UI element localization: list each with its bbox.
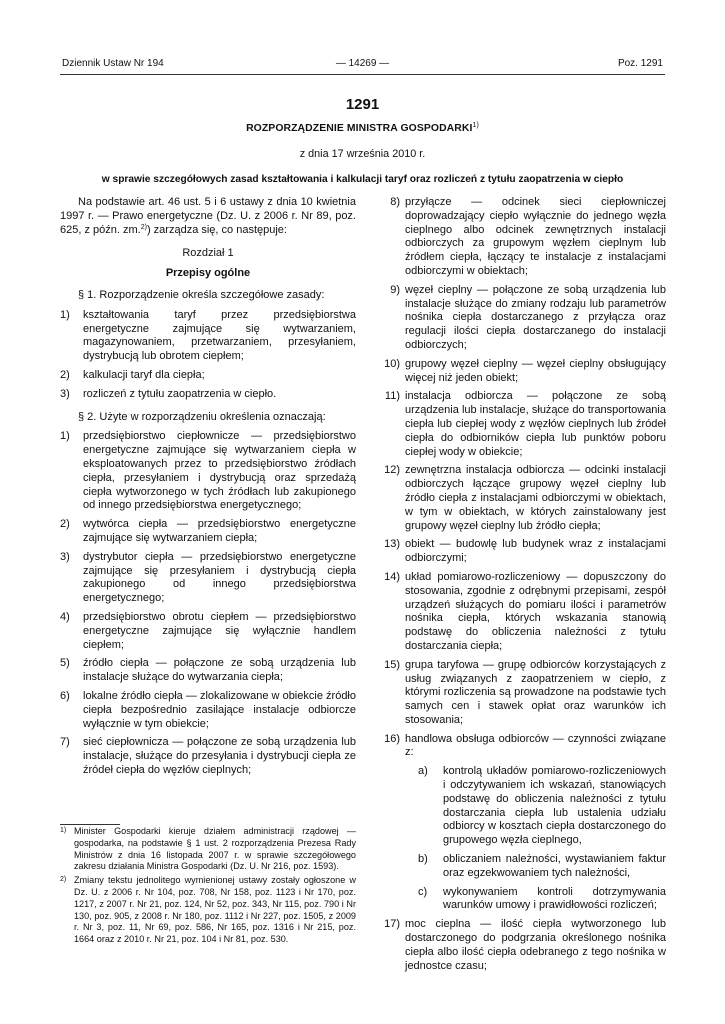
page-number: — 14269 — [335, 58, 390, 69]
item-number: 6) [60, 689, 70, 702]
item-text: obliczaniem należności, wystawianiem faktur oraz egzekwowaniem tych należności, [443, 853, 666, 879]
item-text: moc cieplna — ilość ciepła wytworzonego lub dostarczonego do podgrzania określonego nośnika ciepła albo ilość ciepła odebranego z tego nośnika w jednostce czasu; [405, 918, 666, 972]
item-text: przyłącze — odcinek sieci ciepłowniczej doprowadzający ciepło wyłącznie do jednego węzła cieplnego albo odcinek zewnętrznych instalacji odbiorczych za grupowym węzłem cieplnym lub źródłem ciepła, łączący te instalacje z instalacjami odbiorczymi w obiektach; [405, 196, 666, 277]
list-item [60, 611, 356, 652]
footnote-mark: 1) [60, 827, 67, 834]
list-item [370, 390, 666, 459]
list-item [60, 736, 356, 777]
item-text: grupa taryfowa — grupę odbiorców korzystających z usług związanych z zaopatrzeniem w ciepło, z którymi rozliczenia są prowadzone na podstawie tych samych cen i stawek opłat oraz warunków ich stosowania; [405, 658, 666, 726]
item-text: wytwórca ciepła — przedsiębiorstwo energetyczne zajmujące się wytwarzaniem ciepła; [83, 518, 356, 544]
list-item [370, 733, 666, 761]
section-2-intro: § 2. Użyte w rozporządzeniu określenia oznaczają: [78, 410, 326, 423]
item-text: lokalne źródło ciepła — zlokalizowane w obiekcie źródło ciepła bezpośrednio zasilające instalacje odbiorcze wyłącznie w tym obiekcie; [83, 689, 356, 730]
item-number: 15) [384, 658, 400, 671]
list-item [60, 388, 356, 402]
position-number: Poz. 1291 [617, 58, 663, 69]
act-title: ROZPORZĄDZENIE MINISTRA GOSPODARKI$^{1)}$ [246, 122, 479, 134]
item-text: przedsiębiorstwo obrotu ciepłem — przedsiębiorstwo energetyczne zajmujące się wyłącznie handlem ciepłem; [83, 610, 356, 651]
item-number: 3) [60, 387, 70, 400]
list-item [418, 765, 666, 848]
list-item [370, 464, 666, 533]
item-number: b) [418, 853, 428, 866]
list-item [60, 309, 356, 364]
list-item [370, 284, 666, 353]
list-item [370, 659, 666, 728]
footnote-divider [60, 824, 120, 825]
item-number: 5) [60, 657, 70, 670]
item-number: a) [418, 765, 428, 778]
item-number: 11) [384, 390, 400, 403]
left-column [60, 196, 356, 783]
section-1-intro: § 1. Rozporządzenie określa szczegółowe zasady: [78, 288, 325, 301]
item-text: kształtowania taryf przez przedsiębiorstwa energetyczne zajmujące się wytwarzaniem, magazynowaniem, przetwarzaniem, przesyłaniem, dystrybucją lub obrotem ciepłem; [83, 308, 356, 363]
footnote-mark: 2) [60, 876, 67, 884]
item-number: 1) [60, 308, 70, 321]
item-number: c) [418, 885, 428, 898]
item-text: instalacja odbiorcza — połączone ze sobą urządzenia lub instalacje, służące do transportowania ciepła lub ciepłej wody z węzłów cieplnych lub źródeł ciepła do odbiorników ciepła lub punktów poboru ciepłej wody w obiekcie; [405, 390, 666, 458]
list-item [60, 690, 356, 731]
item-text: grupowy węzeł cieplny — węzeł cieplny obsługujący więcej niż jeden obiekt; [405, 357, 666, 384]
item-text: węzeł cieplny — połączone ze sobą urządzenia lub instalacje służące do zmiany rodzaju lub parametrów nośnika ciepła dostarczanego z przyłącza oraz regulacji ilości ciepła dostarczanego do instalacji odbiorczych; [405, 283, 666, 351]
list-item [370, 358, 666, 386]
item-number: 8) [390, 196, 400, 208]
item-text: rozliczeń z tytułu zaopatrzenia w ciepło. [83, 387, 277, 400]
footnote-ref-1[interactable]: 1) [472, 122, 479, 129]
journal-name: Dziennik Ustaw Nr 194 [62, 58, 164, 69]
section-2-list-right [370, 196, 666, 765]
item-text: kontrolą układów pomiarowo-rozliczeniowych i odczytywaniem ich wskazań, stanowiących podstawę do obliczenia należności z tytułu dostarczania ciepła lub ustalenia udziału odbiorcy w kosztach ciepła dostarczonego do grupowego węzła cieplnego, [443, 765, 666, 847]
item-number: 17) [384, 918, 400, 931]
act-date: z dnia 17 września 2010 r. [299, 148, 426, 160]
item-text: dystrybutor ciepła — przedsiębiorstwo energetyczne zajmujące się przesyłaniem i dystrybucją ciepła zakupionego od innego przedsiębiorstwa energetycznego; [83, 550, 356, 605]
footnotes [60, 826, 356, 948]
item-text: kalkulacji taryf dla ciepła; [83, 368, 205, 381]
item-number: 7) [60, 736, 70, 749]
list-item [370, 196, 666, 279]
footnote-text: Minister Gospodarki kieruje działem administracji rządowej — gospodarka, na podstawie § 1 ust. 2 rozporządzenia Prezesa Rady Ministrów z dnia 16 listopada 2007 r. w sprawie szczegółowego zakresu działania Ministra Gospodarki (Dz. U. Nr 216, poz. 1593). [74, 826, 356, 872]
list-item [370, 918, 666, 973]
footnote-text: Zmiany tekstu jednolitego wymienionej ustawy zostały ogłoszone w Dz. U. z 2006 r. Nr 104, poz. 708, Nr 158, poz. 1123 i Nr 170, poz. 1217, z 2007 r. Nr 21, poz. 124, Nr 52, poz. 343, Nr 115, poz. 790 i Nr 130, poz. 905, z 2008 r. Nr 180, poz. 1112 i Nr 227, poz. 1505, z 2009 r. Nr 3, poz. 11, Nr 69, poz. 586, Nr 165, poz. 1316 i Nr 215, poz. 1664 oraz z 2010 r. Nr 21, poz. 104 i Nr 81, poz. 530. [74, 875, 356, 945]
item-number: 16) [384, 732, 400, 745]
list-item [370, 571, 666, 654]
item-number: 14) [384, 570, 400, 583]
section-1-list [60, 309, 356, 407]
list-item [418, 886, 666, 914]
item-number: 13) [384, 538, 400, 551]
item-text: zewnętrzna instalacja odbiorcza — odcinki instalacji odbiorczych łączące grupowy węzeł cieplny lub źródło ciepła z instalacjami odbiorczymi w obiektach, w tym w obiektach, w których zainstalowany jest grupowy węzeł cieplny lub źródło ciepła; [405, 464, 666, 532]
chapter-title: Przepisy ogólne [165, 267, 251, 280]
right-column [370, 196, 666, 973]
item-number: 9) [390, 283, 400, 296]
footnote [60, 826, 356, 873]
list-item [60, 518, 356, 546]
act-subject: w sprawie szczegółowych zasad kształtowania i kalkulacji taryf oraz rozliczeń z tytułu zaopatrzenia w ciepło [101, 174, 624, 185]
item-number: 3) [60, 550, 70, 563]
definition-16-sublist [370, 765, 666, 918]
preamble: Na podstawie art. 46 ust. 5 i 6 ustawy z dnia 10 kwietnia 1997 r. — Prawo energetyczne (Dz. U. z 2006 r. Nr 89, poz. 625, z późn. zm.$^{2)}$) zarządza się, co następuje: [60, 196, 356, 236]
chapter-label: Rozdział 1 [182, 247, 234, 260]
act-number: 1291 [345, 96, 380, 113]
list-item [60, 551, 356, 606]
item-text: handlowa obsługa odbiorców — czynności związane z: [405, 732, 666, 759]
item-text: przedsiębiorstwo ciepłownicze — przedsiębiorstwo energetyczne zajmujące się wytwarzaniem ciepła w eksploatowanych przez to przedsiębiorstwo źródłach ciepła, przesyłaniem i dystrybucją oraz sprzedażą ciepła wytworzonego w tych źródłach lub zakupionego od innego przedsiębiorstwa energetycznego; [83, 430, 356, 512]
list-item [370, 538, 666, 566]
list-item [60, 657, 356, 685]
item-number: 2) [60, 518, 70, 531]
footnote-ref-2[interactable]: 2) [140, 223, 147, 231]
definition-17 [370, 918, 666, 973]
item-text: układ pomiarowo-rozliczeniowy — dopuszczony do stosowania, zgodnie z odrębnymi przepisami, zespół urządzeń służących do pomiaru ilości i parametrów nośnika ciepła, których wskazania stanowią podstawę do obliczenia należności z tytułu dostarczania ciepła; [405, 570, 666, 652]
item-text: wykonywaniem kontroli dotrzymywania warunków umowy i prawidłowości rozliczeń; [443, 885, 666, 912]
item-text: obiekt — budowlę lub budynek wraz z instalacjami odbiorczymi; [405, 538, 666, 565]
list-item [60, 430, 356, 513]
list-item [60, 369, 356, 383]
item-text: sieć ciepłownicza — połączone ze sobą urządzenia lub instalacje, służące do przesyłania i dystrybucji ciepła ze źródeł ciepła do węzłów cieplnych; [83, 736, 356, 776]
item-number: 2) [60, 368, 70, 381]
section-2-list-left [60, 430, 356, 782]
list-item [418, 853, 666, 881]
item-number: 12) [384, 464, 400, 477]
item-number: 1) [60, 430, 70, 443]
item-number: 4) [60, 610, 70, 623]
footnote [60, 875, 356, 946]
item-number: 10) [384, 357, 400, 370]
header-divider [60, 74, 665, 75]
item-text: źródło ciepła — połączone ze sobą urządzenia lub instalacje służące do wytwarzania ciepła; [83, 657, 356, 684]
